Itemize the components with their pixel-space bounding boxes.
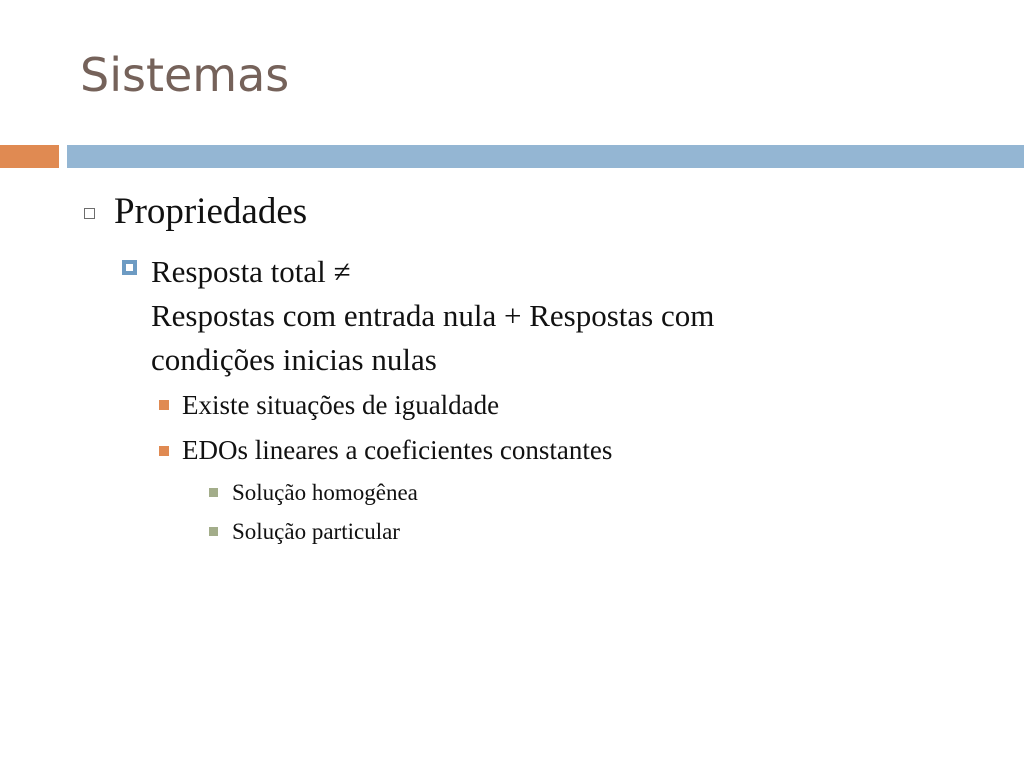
blue-square-bullet-icon bbox=[122, 260, 137, 275]
green-square-bullet-icon bbox=[209, 488, 218, 497]
hollow-square-bullet-icon bbox=[84, 208, 95, 219]
bullet-level2-line1: Resposta total ≠ bbox=[151, 254, 351, 289]
bullet-level2-text bbox=[151, 250, 714, 382]
bullet-level3-text: Existe situações de igualdade bbox=[182, 390, 500, 420]
title-accent-bar-blue bbox=[67, 145, 1024, 168]
bullet-level2-line2: Respostas com entrada nula + Respostas com bbox=[151, 298, 715, 333]
green-square-bullet-icon bbox=[209, 527, 218, 536]
bullet-level2-line3: condições inicias nulas bbox=[151, 342, 437, 377]
title-accent-bar-orange bbox=[0, 145, 59, 168]
bullet-level1-text: Propriedades bbox=[114, 191, 308, 232]
orange-square-bullet-icon bbox=[159, 446, 169, 456]
bullet-level4-text: Solução particular bbox=[232, 519, 400, 544]
orange-square-bullet-icon bbox=[159, 400, 169, 410]
slide-title: Sistemas bbox=[80, 48, 290, 102]
bullet-level4-text: Solução homogênea bbox=[232, 480, 418, 505]
bullet-level3-text: EDOs lineares a coeficientes constantes bbox=[182, 435, 613, 465]
